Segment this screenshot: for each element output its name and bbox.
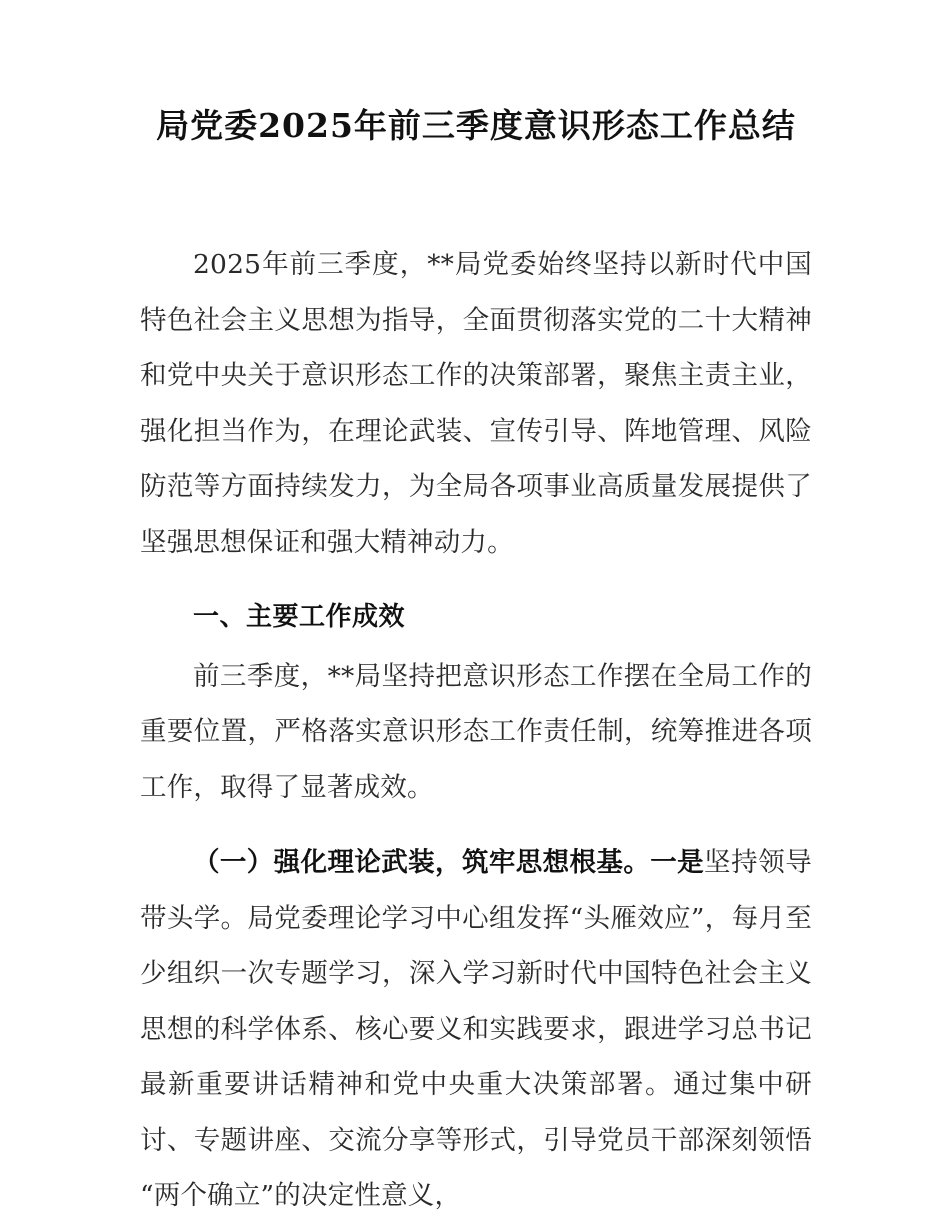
subsection-one-lead: （一）强化理论武装，筑牢思想根基。一是 (193, 847, 705, 878)
subsection-one-body: 坚持领导带头学。局党委理论学习中心组发挥“头雁效应”，每月至少组织一次专题学习，深入学习新时代中国特色社会主义思想的科学体系、核心要义和实践要求，跟进学习总书记最新重要讲话精神和党中央重大决策部署。通过集中研讨、专题讲座、交流分享等形式，引导党员干部深刻领悟“两个确立”的决定性意义， (140, 847, 813, 1211)
page-title: 局党委2025年前三季度意识形态工作总结 (156, 106, 796, 145)
paragraph-subsection-one (140, 835, 812, 1224)
paragraph-overview: 前三季度，**局坚持把意识形态工作摆在全局工作的重要位置，严格落实意识形态工作责任制，统筹推进各项工作，取得了显著成效。 (140, 660, 812, 803)
section-heading-main-achievements: 一、主要工作成效 (193, 602, 406, 632)
paragraph-intro: 2025年前三季度，**局党委始终坚持以新时代中国特色社会主义思想为指导，全面贯彻落实党的二十大精神和党中央关于意识形态工作的决策部署，聚焦主责主业，强化担当作为，在理论武装、宣传引导、阵地管理、风险防范等方面持续发力，为全局各项事业高质量发展提供了坚强思想保证和强大精神动力。 (140, 249, 812, 558)
document-content (140, 0, 812, 1224)
